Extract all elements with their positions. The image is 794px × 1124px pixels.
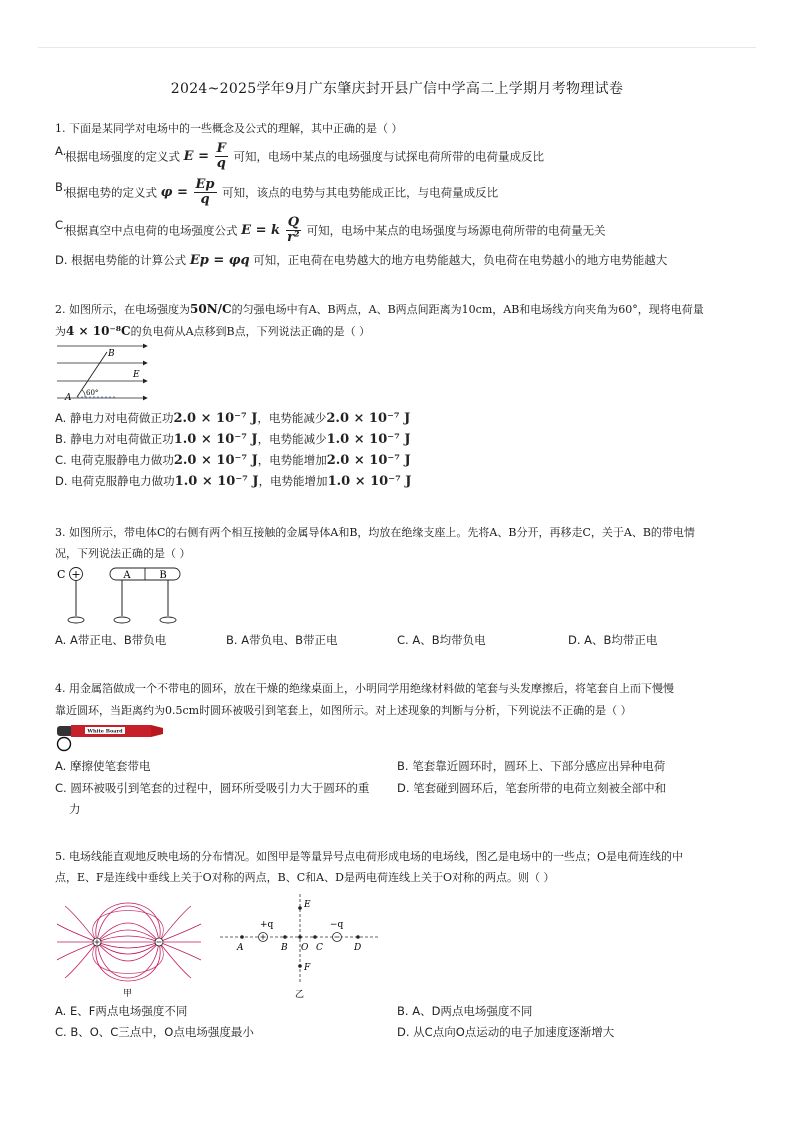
point-e [298, 906, 302, 910]
field-lines [57, 903, 201, 981]
q2-option-c[interactable]: C. 电荷克服静电力做功2.0 × 10⁻⁷ J，电势能增加2.0 × 10⁻⁷ J [55, 453, 411, 468]
label-minus-q: −q [330, 920, 344, 930]
figure-label-jia: 甲 [123, 989, 133, 999]
label-a: A [65, 393, 72, 402]
q1-option-d[interactable] [55, 252, 667, 268]
q3-stem-line2: 况，下列说法正确的是（ ） [55, 547, 191, 560]
formula: E = k [241, 223, 281, 238]
header-divider [38, 47, 756, 48]
base-a [114, 617, 130, 623]
fraction: $\frac{Ep}{q}$ [195, 177, 215, 207]
figure-label-yi: 乙 [295, 990, 305, 1000]
label-c: C [316, 943, 323, 953]
q4-stem-line1: 4. 用金属箔做成一个不带电的圆环，放在干燥的绝缘桌面上，小明同学用绝缘材料做的笔套与头发摩擦后，将笔套自上而下慢慢 [55, 682, 674, 695]
point-f [298, 964, 302, 968]
q2-stem-line1: 2. 如图所示，在电场强度为50N/C的匀强电场中有A、B两点，A、B两点间距离为10cm，AB和电场线方向夹角为60°，现将电荷量 [55, 302, 704, 316]
label-b: B [281, 943, 288, 953]
label-a: A [123, 570, 131, 581]
point-a [240, 935, 244, 939]
option-text: 可知，电场中某点的电场强度与试探电荷所带的电荷量成反比 [233, 149, 545, 164]
pen-cap [57, 726, 73, 736]
option-letter: B. [55, 180, 67, 194]
option-text: 根据电场强度的定义式 [65, 149, 180, 164]
q5-option-a[interactable]: A. E、F两点电场强度不同 [55, 1004, 188, 1018]
base-c [68, 617, 84, 623]
fraction: $\frac{F}{q}$ [216, 141, 226, 171]
option-text: 根据真空中点电荷的电场强度公式 [65, 223, 238, 238]
plus-sign: + [71, 568, 81, 581]
q4-option-c[interactable] [55, 780, 369, 817]
q5-stem-line1: 5. 电场线能直观地反映电场的分布情况。如图甲是等量异号点电荷形成电场的电场线，图乙是电场中的一些点；O是电荷连线的中 [55, 850, 684, 863]
label-f: F [304, 963, 311, 973]
label-o: O [301, 943, 309, 953]
q2-option-b[interactable]: B. 静电力对电荷做正功1.0 × 10⁻⁷ J，电势能减少1.0 × 10⁻⁷ J [55, 432, 411, 447]
q2-field-figure [55, 340, 155, 402]
q5-field-lines-figure [55, 900, 205, 1000]
q5-points-figure [220, 892, 380, 1000]
q4-option-d[interactable]: D. 笔套碰到圆环后，笔套所带的电荷立刻被全部中和 [397, 781, 667, 795]
option-text: 可知，该点的电势与其电势能成正比，与电荷量成反比 [222, 185, 499, 200]
pen-end [151, 725, 163, 737]
q4-stem-line2: 靠近圆环，当距离约为0.5cm时圆环被吸引到笔套上，如图所示。对上述现象的判断与分析，下列说法不正确的是（ ） [55, 704, 632, 717]
formula: Ep = φq [189, 253, 250, 268]
q3-option-a[interactable]: A. A带正电、B带负电 [55, 633, 167, 647]
point-o [298, 935, 302, 939]
option-text-line2: 力 [69, 802, 81, 816]
point-b [283, 935, 287, 939]
formula: φ = [160, 185, 188, 200]
option-text: D. 根据电势能的计算公式 [55, 253, 187, 267]
option-text: 可知，正电荷在电势越大的地方电势能越大，负电荷在电势越小的地方电势能越大 [253, 253, 668, 267]
q5-option-d[interactable]: D. 从C点向O点运动的电子加速度逐渐增大 [397, 1025, 615, 1039]
label-e: E [133, 370, 140, 380]
q4-option-b[interactable]: B. 笔套靠近圆环时，圆环上、下部分感应出异种电荷 [397, 759, 666, 773]
foil-ring [58, 738, 71, 751]
q5-stem-line2: 点，E、F是连线中垂线上关于O对称的两点，B、C和A、D是两电荷连线上关于O对称的两点。则（ ） [55, 871, 555, 884]
label-d: D [354, 943, 362, 953]
label-b: B [159, 570, 167, 581]
q5-option-b[interactable]: B. A、D两点电场强度不同 [397, 1004, 533, 1018]
q2-option-d[interactable]: D. 电荷克服静电力做功1.0 × 10⁻⁷ J，电势能增加1.0 × 10⁻⁷ J [55, 474, 412, 489]
label-c: C [57, 568, 66, 581]
option-text: 根据电势的定义式 [65, 185, 157, 200]
q5-option-c[interactable]: C. B、O、C三点中，O点电场强度最小 [55, 1025, 254, 1039]
q1-stem: 1. 下面是某同学对电场中的一些概念及公式的理解，其中正确的是（ ） [55, 122, 403, 135]
pen-label: White Board [87, 728, 123, 735]
option-letter: C. [55, 218, 67, 232]
option-text-line1: C. 圆环被吸引到笔套的过程中，圆环所受吸引力大于圆环的重 [55, 781, 370, 795]
base-b [160, 617, 176, 623]
q3-option-c[interactable]: C. A、B均带负电 [397, 633, 486, 647]
q2-stem-line2: 为4 × 10⁻⁸C的负电荷从A点移到B点，下列说法正确的是（ ） [55, 324, 371, 338]
label-e: E [304, 900, 311, 910]
q4-option-a[interactable]: A. 摩擦使笔套带电 [55, 759, 151, 773]
q3-option-b[interactable]: B. A带负电、B带正电 [226, 633, 338, 647]
fraction: $\frac{Q}{\text{r²}}$ [287, 215, 300, 245]
angle-arc [82, 390, 85, 397]
option-letter: A. [55, 144, 67, 158]
q3-stem-line1: 3. 如图所示，带电体C的右侧有两个相互接触的金属导体A和B，均放在绝缘支座上。先将A、B分开，再移走C，关于A、B的带电情 [55, 526, 695, 539]
label-angle: 60° [86, 389, 99, 397]
label-a: A [237, 943, 244, 953]
q4-pen-figure [55, 722, 170, 752]
q3-conductor-figure [55, 562, 190, 630]
label-b: B [108, 349, 115, 359]
formula: E = [183, 149, 209, 164]
label-plus-q: +q [260, 920, 274, 930]
page-title: 2024~2025学年9月广东肇庆封开县广信中学高二上学期月考物理试卷 [170, 81, 624, 97]
option-text: 可知，电场中某点的电场强度与场源电荷所带的电荷量无关 [306, 223, 606, 238]
point-d [356, 935, 360, 939]
q3-option-d[interactable]: D. A、B均带正电 [568, 633, 658, 647]
q2-option-a[interactable]: A. 静电力对电荷做正功2.0 × 10⁻⁷ J，电势能减少2.0 × 10⁻⁷ J [55, 411, 411, 426]
point-c [313, 935, 317, 939]
